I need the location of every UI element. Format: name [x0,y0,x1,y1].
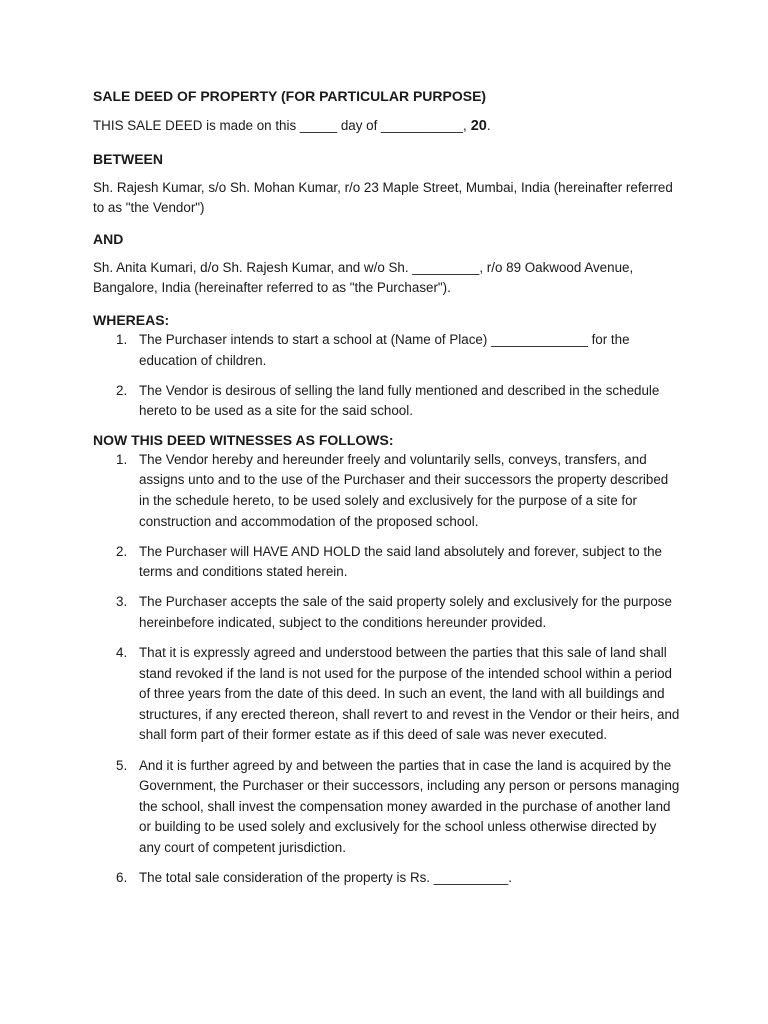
list-number: 2. [116,382,128,398]
list-item-text: The Purchaser intends to start a school at (Name of Place) _____________ for the education of children. [139,331,630,368]
whereas-list [93,330,681,422]
list-number: 5. [116,757,128,773]
witness-list [93,450,681,889]
list-item-text: That it is expressly agreed and understood between the parties that this sale of land shall stand revoked if the land is not used for the purpose of the intended school within a period of three years from the date of this deed. In such an event, the land with all buildings and structures, if any erected thereon, shall revert to and revest in the Vendor or their heirs, and shall form part of their former estate as if this deed of sale was never executed. [139,645,680,743]
deed-date-end: . [486,118,491,133]
document-page [93,86,681,889]
witness-item [93,592,681,633]
witness-item [93,450,681,532]
deed-date-text: THIS SALE DEED is made on this _____ day of ___________, [93,118,467,133]
deed-date-line [93,116,681,137]
vendor-paragraph: Sh. Rajesh Kumar, s/o Sh. Mohan Kumar, r/o 23 Maple Street, Mumbai, India (hereinafter referred to as "the Vendor") [93,179,673,216]
list-item-text: The Vendor hereby and hereunder freely and voluntarily sells, conveys, transfers, and assigns unto and to the use of the Purchaser and their successors the property described in the schedule hereto, to be used solely and exclusively for the purpose of a site for construction and accommodation of the proposed school. [139,451,669,529]
list-number: 6. [116,870,128,886]
list-item-text: The Purchaser will HAVE AND HOLD the said land absolutely and forever, subject to the terms and conditions stated herein. [139,543,662,580]
list-item-text: The Purchaser accepts the sale of the said property solely and exclusively for the purpose hereinbefore indicated, subject to the conditions hereunder provided. [139,594,672,630]
list-number: 4. [116,645,128,661]
whereas-heading: WHEREAS: [93,311,170,328]
list-item-text: And it is further agreed by and between the parties that in case the land is acquired by the Government, the Purchaser or their successors, including any person or persons managing the school, shall invest the compensation money awarded in the purchase of another land or building to be used solely and exclusively for the school unless otherwise directed by any court of competent jurisdiction. [139,757,680,855]
and-heading: AND [93,230,124,247]
list-number: 1. [116,331,128,347]
witness-item [93,643,681,746]
witness-item [93,868,681,889]
list-number: 1. [116,451,128,467]
purchaser-paragraph: Sh. Anita Kumari, d/o Sh. Rajesh Kumar, and w/o Sh. _________, r/o 89 Oakwood Avenue, Bangalore, India (hereinafter referred to as "the Purchaser"). [93,259,634,296]
list-item-text: The Vendor is desirous of selling the land fully mentioned and described in the schedule hereto to be used as a site for the said school. [139,382,660,419]
between-heading: BETWEEN [93,150,163,167]
document-title: SALE DEED OF PROPERTY (FOR PARTICULAR PURPOSE) [93,88,487,104]
whereas-item [93,381,681,422]
list-item-text: The total sale consideration of the property is Rs. __________. [139,870,512,886]
witness-heading: NOW THIS DEED WITNESSES AS FOLLOWS: [93,431,394,448]
whereas-item [93,330,681,371]
list-number: 3. [116,594,128,610]
deed-date-year: 20 [466,118,487,134]
list-number: 2. [116,543,128,559]
witness-item [93,542,681,583]
witness-item [93,756,681,859]
